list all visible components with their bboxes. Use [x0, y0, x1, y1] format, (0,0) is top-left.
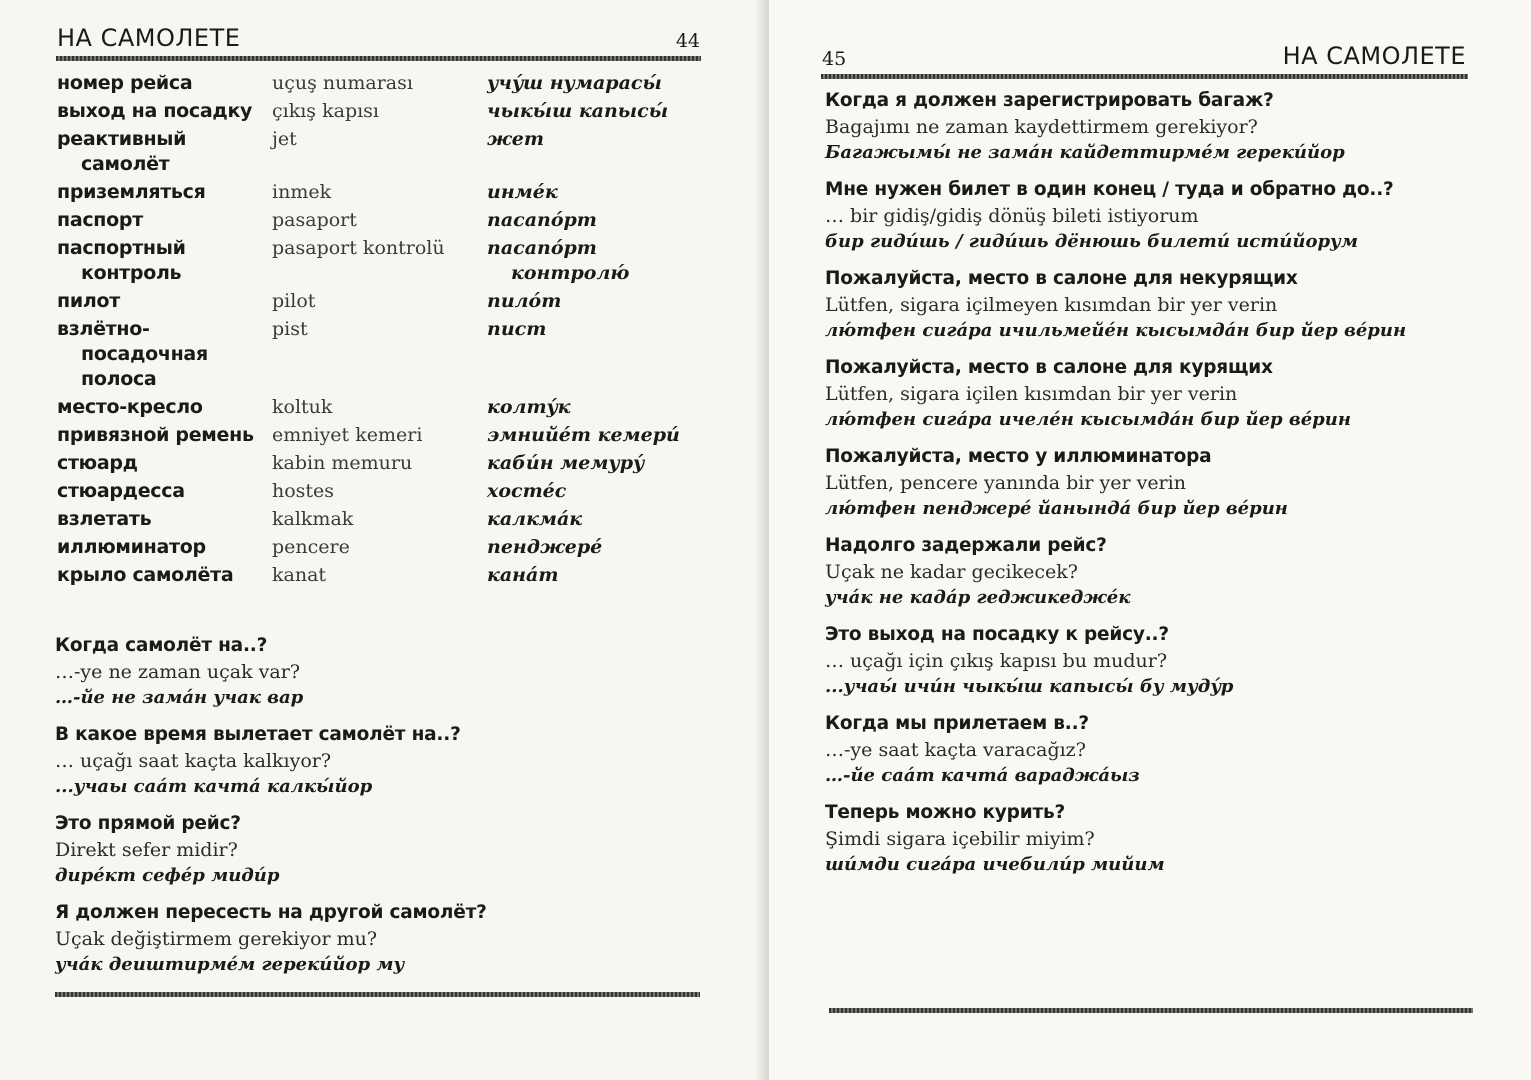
running-head: [822, 30, 1466, 70]
phrase-block: [55, 721, 705, 800]
transcription-line: калкмáк: [487, 508, 583, 530]
phrase-turkish: … uçağı için çıkış kapısı bu mudur?: [825, 650, 1167, 672]
turkish-term: [272, 289, 487, 314]
russian-term-line: взлётно-: [57, 318, 150, 340]
phrase-russian: В какое время вылетает самолёт на..?: [55, 724, 461, 745]
turkish-term-line: pencere: [272, 536, 350, 558]
transcription-line: пасапóрт: [487, 237, 597, 259]
vocab-row: [57, 99, 702, 124]
phrase-russian: Мне нужен билет в один конец / туда и обратно до..?: [825, 179, 1394, 200]
phrase-russian: Это прямой рейс?: [55, 813, 241, 834]
transcription-line: эмнийéт кемерú: [487, 424, 680, 446]
turkish-term: [272, 479, 487, 504]
phrase-transcription: шúмди сигáра ичебилúр мийим: [825, 854, 1165, 875]
russian-term: [57, 563, 272, 588]
vocab-row: [57, 289, 702, 314]
vocab-row: [57, 395, 702, 420]
vocab-row: [57, 451, 702, 476]
transcription-line: жет: [487, 128, 544, 150]
phrase-block: [825, 354, 1475, 433]
russian-term: [57, 507, 272, 532]
russian-term-line: номер рейса: [57, 72, 193, 94]
phrase-turkish: Uçak ne kadar gecikecek?: [825, 561, 1078, 583]
russian-term-line: полоса: [81, 368, 157, 390]
russian-term-line: привязной ремень: [57, 424, 254, 446]
russian-term: [57, 99, 272, 124]
phrase-russian: Когда мы прилетаем в..?: [825, 713, 1089, 734]
transcription: [487, 208, 702, 233]
transcription: [487, 127, 702, 177]
turkish-term-line: jet: [272, 128, 297, 150]
russian-term-line: паспорт: [57, 209, 143, 231]
phrase-russian: Я должен пересесть на другой самолёт?: [55, 902, 487, 923]
vocab-row: [57, 317, 702, 392]
turkish-term-line: pilot: [272, 290, 316, 312]
turkish-term: [272, 317, 487, 392]
russian-term: [57, 395, 272, 420]
vocab-row: [57, 423, 702, 448]
phrase-russian: Это выход на посадку к рейсу..?: [825, 624, 1169, 645]
turkish-term: [272, 423, 487, 448]
vocab-row: [57, 71, 702, 96]
vocab-row: [57, 563, 702, 588]
russian-term-line: выход на посадку: [57, 100, 253, 122]
vocab-row: [57, 208, 702, 233]
russian-term: [57, 535, 272, 560]
phrase-transcription: ...учаы́ ичúн чыкы́ш капысы́ бу мудýр: [825, 676, 1234, 697]
russian-term: [57, 317, 272, 392]
russian-term: [57, 208, 272, 233]
phrase-turkish: …-ye ne zaman uçak var?: [55, 661, 301, 683]
phrase-russian: Когда я должен зарегистрировать багаж?: [825, 90, 1274, 111]
phrase-transcription: лю́тфен пенджерé йанындá бир йер вéрин: [825, 498, 1288, 519]
phrase-block: [825, 532, 1475, 611]
transcription: [487, 563, 702, 588]
phrase-russian: Пожалуйста, место в салоне для некурящих: [825, 268, 1298, 289]
phrase-transcription: бир гидúшь / гидúшь дёнюшь билетú истúйорум: [825, 231, 1358, 252]
vocab-row: [57, 535, 702, 560]
transcription-line: пенджерé: [487, 536, 603, 558]
phrase-block: [55, 810, 705, 889]
phrase-transcription: дирéкт сефéр мидúр: [55, 865, 280, 886]
transcription-line: канáт: [487, 564, 559, 586]
phrase-turkish: Şimdi sigara içebilir miyim?: [825, 828, 1095, 850]
transcription-line: инмéк: [487, 181, 558, 203]
russian-term-line: стюардесса: [57, 480, 185, 502]
page-number: 45: [822, 48, 847, 70]
turkish-term: [272, 395, 487, 420]
running-head: [57, 12, 700, 52]
phrase-transcription: лю́тфен сигáра ичелéн кысымдáн бир йер вéрин: [825, 409, 1351, 430]
russian-term-line: иллюминатор: [57, 536, 206, 558]
right-page: [769, 0, 1531, 1080]
phrase-transcription: …-йе не замáн учак вар: [55, 687, 304, 708]
phrase-russian: Пожалуйста, место у иллюминатора: [825, 446, 1212, 467]
phrase-russian: Надолго задержали рейс?: [825, 535, 1107, 556]
transcription: [487, 180, 702, 205]
russian-term-line: взлетать: [57, 508, 152, 530]
phrase-block: [825, 87, 1475, 166]
turkish-term: [272, 507, 487, 532]
russian-term-line: пилот: [57, 290, 120, 312]
phrase-transcription: Багажымы́ не замáн кайдеттирмéм герекúйор: [825, 142, 1345, 163]
phrase-turkish: Lütfen, sigara içilmeyen kısımdan bir yer verin: [825, 294, 1278, 316]
russian-term-line: посадочная: [81, 343, 208, 365]
transcription: [487, 423, 702, 448]
phrase-list: [55, 632, 705, 988]
phrase-turkish: Lütfen, sigara içilen kısımdan bir yer verin: [825, 383, 1238, 405]
transcription-line: кабúн мемурý: [487, 452, 645, 474]
transcription: [487, 395, 702, 420]
phrase-turkish: Bagajımı ne zaman kaydettirmem gerekiyor?: [825, 116, 1258, 138]
vocabulary-table: [57, 71, 702, 591]
transcription: [487, 507, 702, 532]
phrase-block: [825, 443, 1475, 522]
turkish-term-line: hostes: [272, 480, 335, 502]
transcription-line: колтýк: [487, 396, 571, 418]
phrase-transcription: ...учаы саáт качтá калкы́йор: [55, 776, 373, 797]
turkish-term-line: inmek: [272, 181, 332, 203]
turkish-term-line: uçuş numarası: [272, 72, 413, 94]
turkish-term: [272, 127, 487, 177]
vocab-row: [57, 180, 702, 205]
transcription: [487, 451, 702, 476]
russian-term-line: стюард: [57, 452, 138, 474]
phrase-russian: Пожалуйста, место в салоне для курящих: [825, 357, 1273, 378]
phrase-turkish: Direkt sefer midir?: [55, 839, 238, 861]
phrase-russian: Теперь можно курить?: [825, 802, 1066, 823]
phrase-list: [825, 87, 1475, 888]
turkish-term-line: kabin memuru: [272, 452, 413, 474]
turkish-term: [272, 208, 487, 233]
russian-term-line: приземляться: [57, 181, 206, 203]
transcription-line: учýш нумарасы́: [487, 72, 662, 94]
turkish-term: [272, 99, 487, 124]
turkish-term: [272, 535, 487, 560]
vocab-row: [57, 479, 702, 504]
turkish-term: [272, 180, 487, 205]
transcription-line: пист: [487, 318, 547, 340]
russian-term-line: самолёт: [81, 153, 170, 175]
phrase-transcription: учáк не кадáр геджикеджéк: [825, 587, 1131, 608]
russian-term: [57, 451, 272, 476]
phrase-block: [55, 899, 705, 978]
vocab-row: [57, 236, 702, 286]
phrase-block: [825, 710, 1475, 789]
transcription-line: контролю́: [511, 262, 630, 284]
phrase-turkish: Lütfen, pencere yanında bir yer verin: [825, 472, 1186, 494]
header-rule: [821, 74, 1468, 79]
transcription-line: хостéс: [487, 480, 567, 502]
turkish-term-line: pist: [272, 318, 308, 340]
phrase-block: [55, 632, 705, 711]
transcription: [487, 71, 702, 96]
phrase-transcription: …-йе саáт качтá вараджáыз: [825, 765, 1140, 786]
phrase-turkish: Uçak değiştirmem gerekiyor mu?: [55, 928, 378, 950]
phrase-transcription: учáк деиштирмéм герекúйор му: [55, 954, 405, 975]
footer-rule: [829, 1008, 1473, 1013]
russian-term: [57, 236, 272, 286]
turkish-term-line: koltuk: [272, 396, 333, 418]
russian-term-line: контроль: [81, 262, 182, 284]
russian-term-line: место-кресло: [57, 396, 203, 418]
phrase-transcription: лю́тфен сигáра ичильмейéн кысымдáн бир йер вéрин: [825, 320, 1407, 341]
russian-term: [57, 423, 272, 448]
russian-term: [57, 127, 272, 177]
transcription: [487, 236, 702, 286]
transcription: [487, 99, 702, 124]
russian-term: [57, 479, 272, 504]
turkish-term-line: pasaport kontrolü: [272, 237, 445, 259]
left-page: [0, 0, 762, 1080]
turkish-term-line: çıkış kapısı: [272, 100, 380, 122]
phrase-block: [825, 265, 1475, 344]
phrase-block: [825, 799, 1475, 878]
turkish-term: [272, 71, 487, 96]
transcription: [487, 289, 702, 314]
running-head-title: НА САМОЛЕТЕ: [57, 24, 241, 52]
page-number: 44: [675, 30, 700, 52]
russian-term-line: паспортный: [57, 237, 186, 259]
transcription-line: пасапóрт: [487, 209, 597, 231]
footer-rule: [55, 992, 700, 997]
transcription: [487, 535, 702, 560]
turkish-term-line: kalkmak: [272, 508, 354, 530]
phrase-turkish: … bir gidiş/gidiş dönüş bileti istiyorum: [825, 205, 1199, 227]
russian-term: [57, 180, 272, 205]
header-rule: [56, 56, 701, 61]
vocab-row: [57, 127, 702, 177]
turkish-term: [272, 236, 487, 286]
vocab-row: [57, 507, 702, 532]
turkish-term-line: kanat: [272, 564, 327, 586]
transcription: [487, 479, 702, 504]
russian-term: [57, 289, 272, 314]
phrase-turkish: …-ye saat kaçta varacağız?: [825, 739, 1086, 761]
turkish-term-line: pasaport: [272, 209, 357, 231]
running-head-title: НА САМОЛЕТЕ: [1282, 42, 1466, 70]
transcription-line: пилóт: [487, 290, 562, 312]
transcription-line: чыкы́ш капысы́: [487, 100, 669, 122]
russian-term: [57, 71, 272, 96]
turkish-term: [272, 563, 487, 588]
phrase-block: [825, 621, 1475, 700]
phrase-turkish: … uçağı saat kaçta kalkıyor?: [55, 750, 332, 772]
transcription: [487, 317, 702, 392]
turkish-term: [272, 451, 487, 476]
russian-term-line: реактивный: [57, 128, 187, 150]
russian-term-line: крыло самолёта: [57, 564, 234, 586]
phrase-block: [825, 176, 1475, 255]
turkish-term-line: emniyet kemeri: [272, 424, 423, 446]
phrase-russian: Когда самолёт на..?: [55, 635, 268, 656]
